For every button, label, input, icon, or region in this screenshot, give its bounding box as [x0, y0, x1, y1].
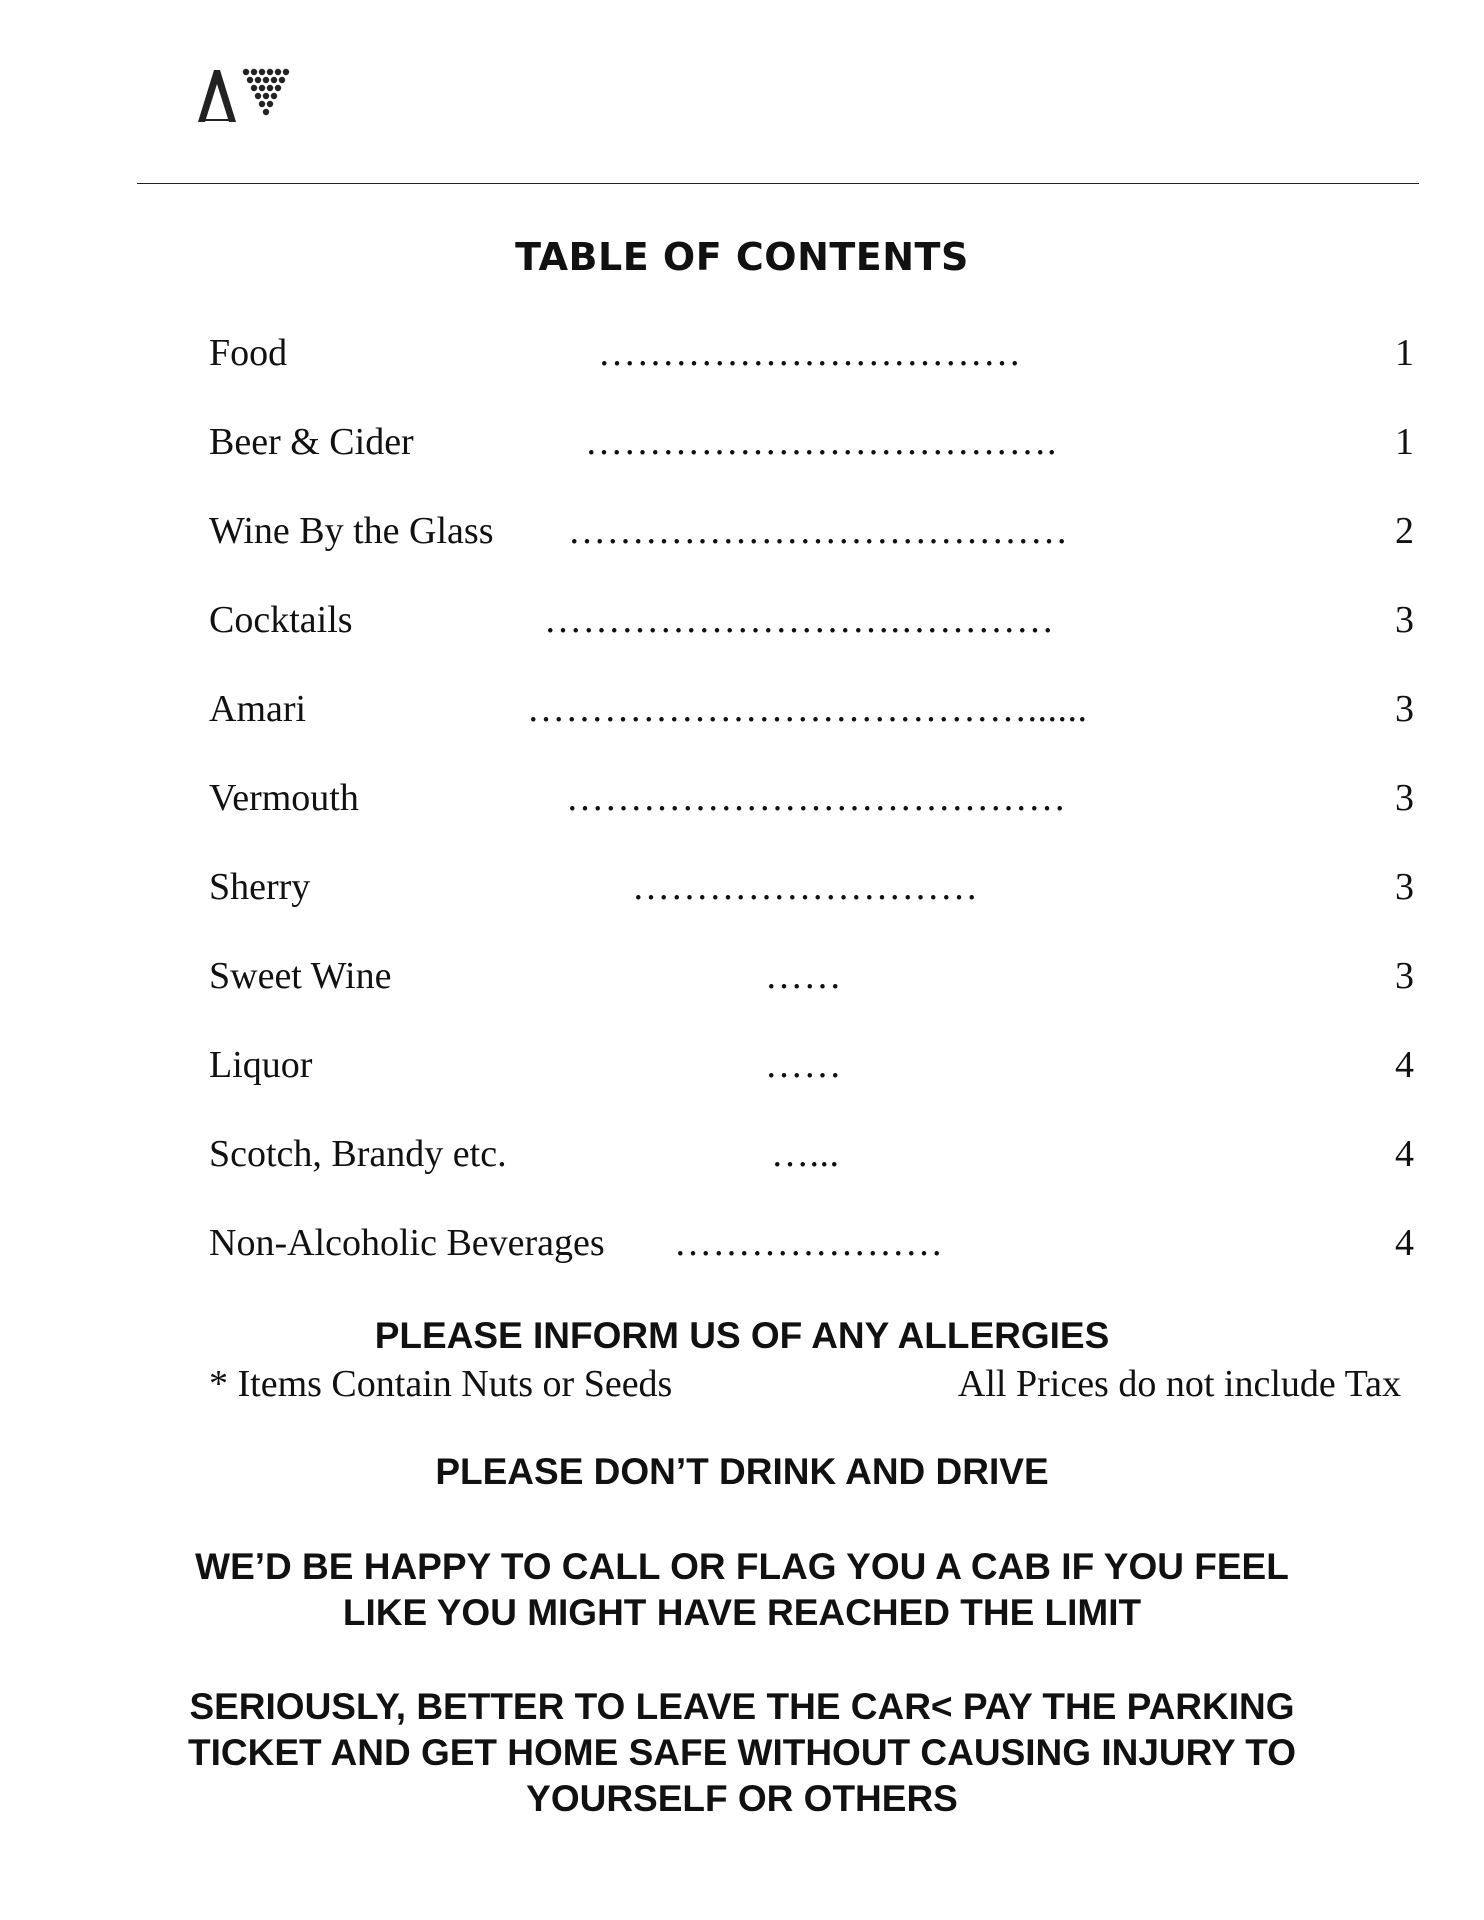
toc-entry-page: 3 — [1395, 599, 1414, 641]
safety-message — [0, 1684, 1484, 1822]
toc-entry-page: 3 — [1395, 866, 1414, 908]
toc-entry-label: Sherry — [209, 866, 311, 908]
toc-entry-sherry — [0, 862, 1484, 912]
allergy-heading: PLEASE INFORM US OF ANY ALLERGIES — [374, 1315, 1110, 1356]
toc-title: TABLE OF CONTENTS — [515, 235, 969, 279]
toc-entry-label: Beer & Cider — [209, 421, 414, 463]
toc-entry-label: Scotch, Brandy etc. — [209, 1133, 507, 1175]
toc-entry-beer-cider — [0, 417, 1484, 467]
toc-entry-liquor — [0, 1040, 1484, 1090]
nuts-note: * Items Contain Nuts or Seeds — [209, 1363, 673, 1405]
toc-entry-label: Food — [209, 332, 288, 374]
toc-entry-page: 3 — [1395, 688, 1414, 730]
grape-logo-icon — [196, 64, 296, 124]
toc-entry-page: 1 — [1395, 421, 1414, 463]
cab-offer-text — [0, 1544, 1484, 1636]
toc-entry-page: 4 — [1395, 1133, 1414, 1175]
menu-notes — [0, 1360, 1484, 1408]
toc-entry-sweet-wine — [0, 951, 1484, 1001]
toc-entry-label: Wine By the Glass — [209, 510, 494, 552]
toc-entry-label: Liquor — [209, 1044, 313, 1086]
toc-entry-label: Sweet Wine — [209, 955, 392, 997]
drink-drive-heading: PLEASE DON’T DRINK AND DRIVE — [435, 1451, 1049, 1492]
toc-entry-leader: ……………………….………… — [544, 599, 1055, 641]
safety-line-3: YOURSELF OR OTHERS — [526, 1778, 958, 1819]
toc-entry-amari — [0, 684, 1484, 734]
toc-entry-leader: ………………………………… — [568, 510, 1069, 552]
toc-entry-leader: …………………………… — [598, 332, 1022, 374]
toc-entry-leader: ………………… — [674, 1222, 944, 1264]
toc-entry-leader: …………………………………...... — [527, 688, 1088, 730]
toc-entry-page: 1 — [1395, 332, 1414, 374]
toc-entry-scotch-brandy — [0, 1129, 1484, 1179]
toc-entry-label: Amari — [209, 688, 307, 730]
toc-entry-leader: …… — [765, 955, 842, 997]
toc-entry-label: Vermouth — [209, 777, 359, 819]
toc-entry-non-alcoholic — [0, 1218, 1484, 1268]
toc-entry-page: 3 — [1395, 777, 1414, 819]
toc-entry-wine-by-the-glass — [0, 506, 1484, 556]
cab-line-2: LIKE YOU MIGHT HAVE REACHED THE LIMIT — [342, 1592, 1142, 1633]
safety-line-1: SERIOUSLY, BETTER TO LEAVE THE CAR< PAY THE PARKING — [189, 1686, 1295, 1727]
toc-entry-page: 4 — [1395, 1222, 1414, 1264]
toc-entry-leader: ……………………… — [632, 866, 979, 908]
toc-entry-leader: …... — [771, 1133, 840, 1175]
safety-line-2: TICKET AND GET HOME SAFE WITHOUT CAUSING INJURY TO — [188, 1732, 1296, 1773]
toc-entry-label: Cocktails — [209, 599, 353, 641]
toc-entry-food — [0, 328, 1484, 378]
toc-entry-leader: ………………………………. — [585, 421, 1057, 463]
cab-line-1: WE’D BE HAPPY TO CALL OR FLAG YOU A CAB IF YOU FEEL — [195, 1546, 1289, 1587]
toc-entry-leader: ………………………………… — [566, 777, 1067, 819]
toc-entry-leader: …… — [765, 1044, 842, 1086]
toc-entry-vermouth — [0, 773, 1484, 823]
toc-entry-page: 3 — [1395, 955, 1414, 997]
toc-entry-page: 2 — [1395, 510, 1414, 552]
toc-entry-label: Non-Alcoholic Beverages — [209, 1222, 605, 1264]
header-divider — [137, 183, 1419, 184]
brand-logo — [196, 64, 296, 124]
toc-entry-cocktails — [0, 595, 1484, 645]
toc-entry-page: 4 — [1395, 1044, 1414, 1086]
tax-note: All Prices do not include Tax — [957, 1363, 1401, 1405]
